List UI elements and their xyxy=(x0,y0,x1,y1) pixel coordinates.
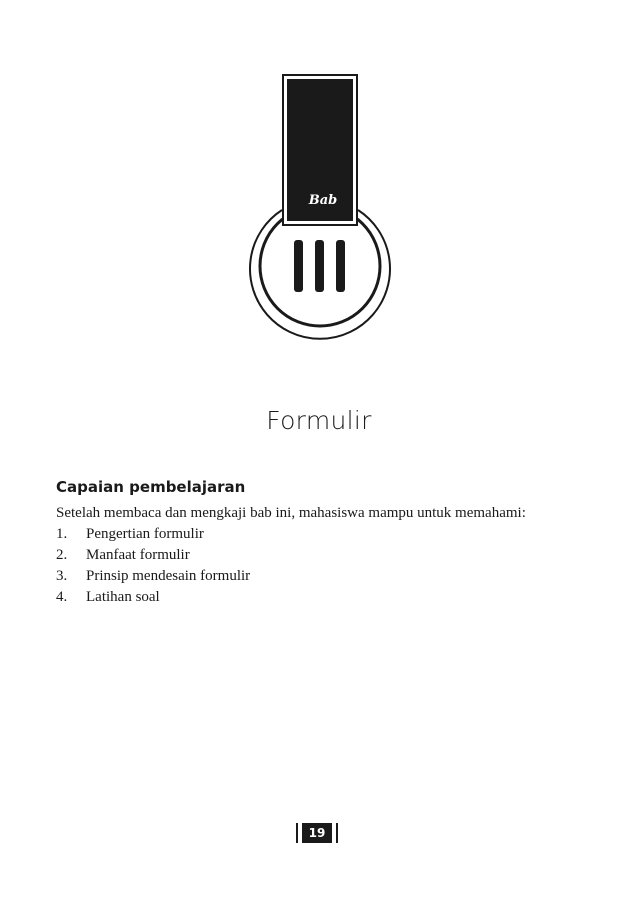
objectives-list xyxy=(56,524,250,608)
list-item-number: 1. xyxy=(56,526,68,542)
list-item-text: Prinsip mendesain formulir xyxy=(86,568,251,584)
page-number-box xyxy=(296,823,338,843)
objectives-intro: Setelah membaca dan mengkaji bab ini, mahasiswa mampu untuk memahami: xyxy=(56,505,526,521)
numeral-bar xyxy=(336,240,345,292)
page-number-bar-right xyxy=(336,823,338,843)
numeral-bar xyxy=(315,240,324,292)
list-item-text: Latihan soal xyxy=(86,589,160,605)
chapter-emblem xyxy=(238,70,402,350)
emblem-label: Bab xyxy=(308,193,338,208)
list-item-text: Manfaat formulir xyxy=(86,547,190,563)
list-item xyxy=(56,545,250,566)
numeral-bar xyxy=(294,240,303,292)
list-item xyxy=(56,587,250,608)
list-item xyxy=(56,566,250,587)
list-item-number: 4. xyxy=(56,589,68,605)
list-item-number: 2. xyxy=(56,547,68,563)
page-number: 19 xyxy=(302,823,332,843)
objectives-heading: Capaian pembelajaran xyxy=(56,478,246,496)
list-item xyxy=(56,524,250,545)
list-item-number: 3. xyxy=(56,568,68,584)
list-item-text: Pengertian formulir xyxy=(86,526,204,542)
chapter-title: Formulir xyxy=(266,406,372,435)
